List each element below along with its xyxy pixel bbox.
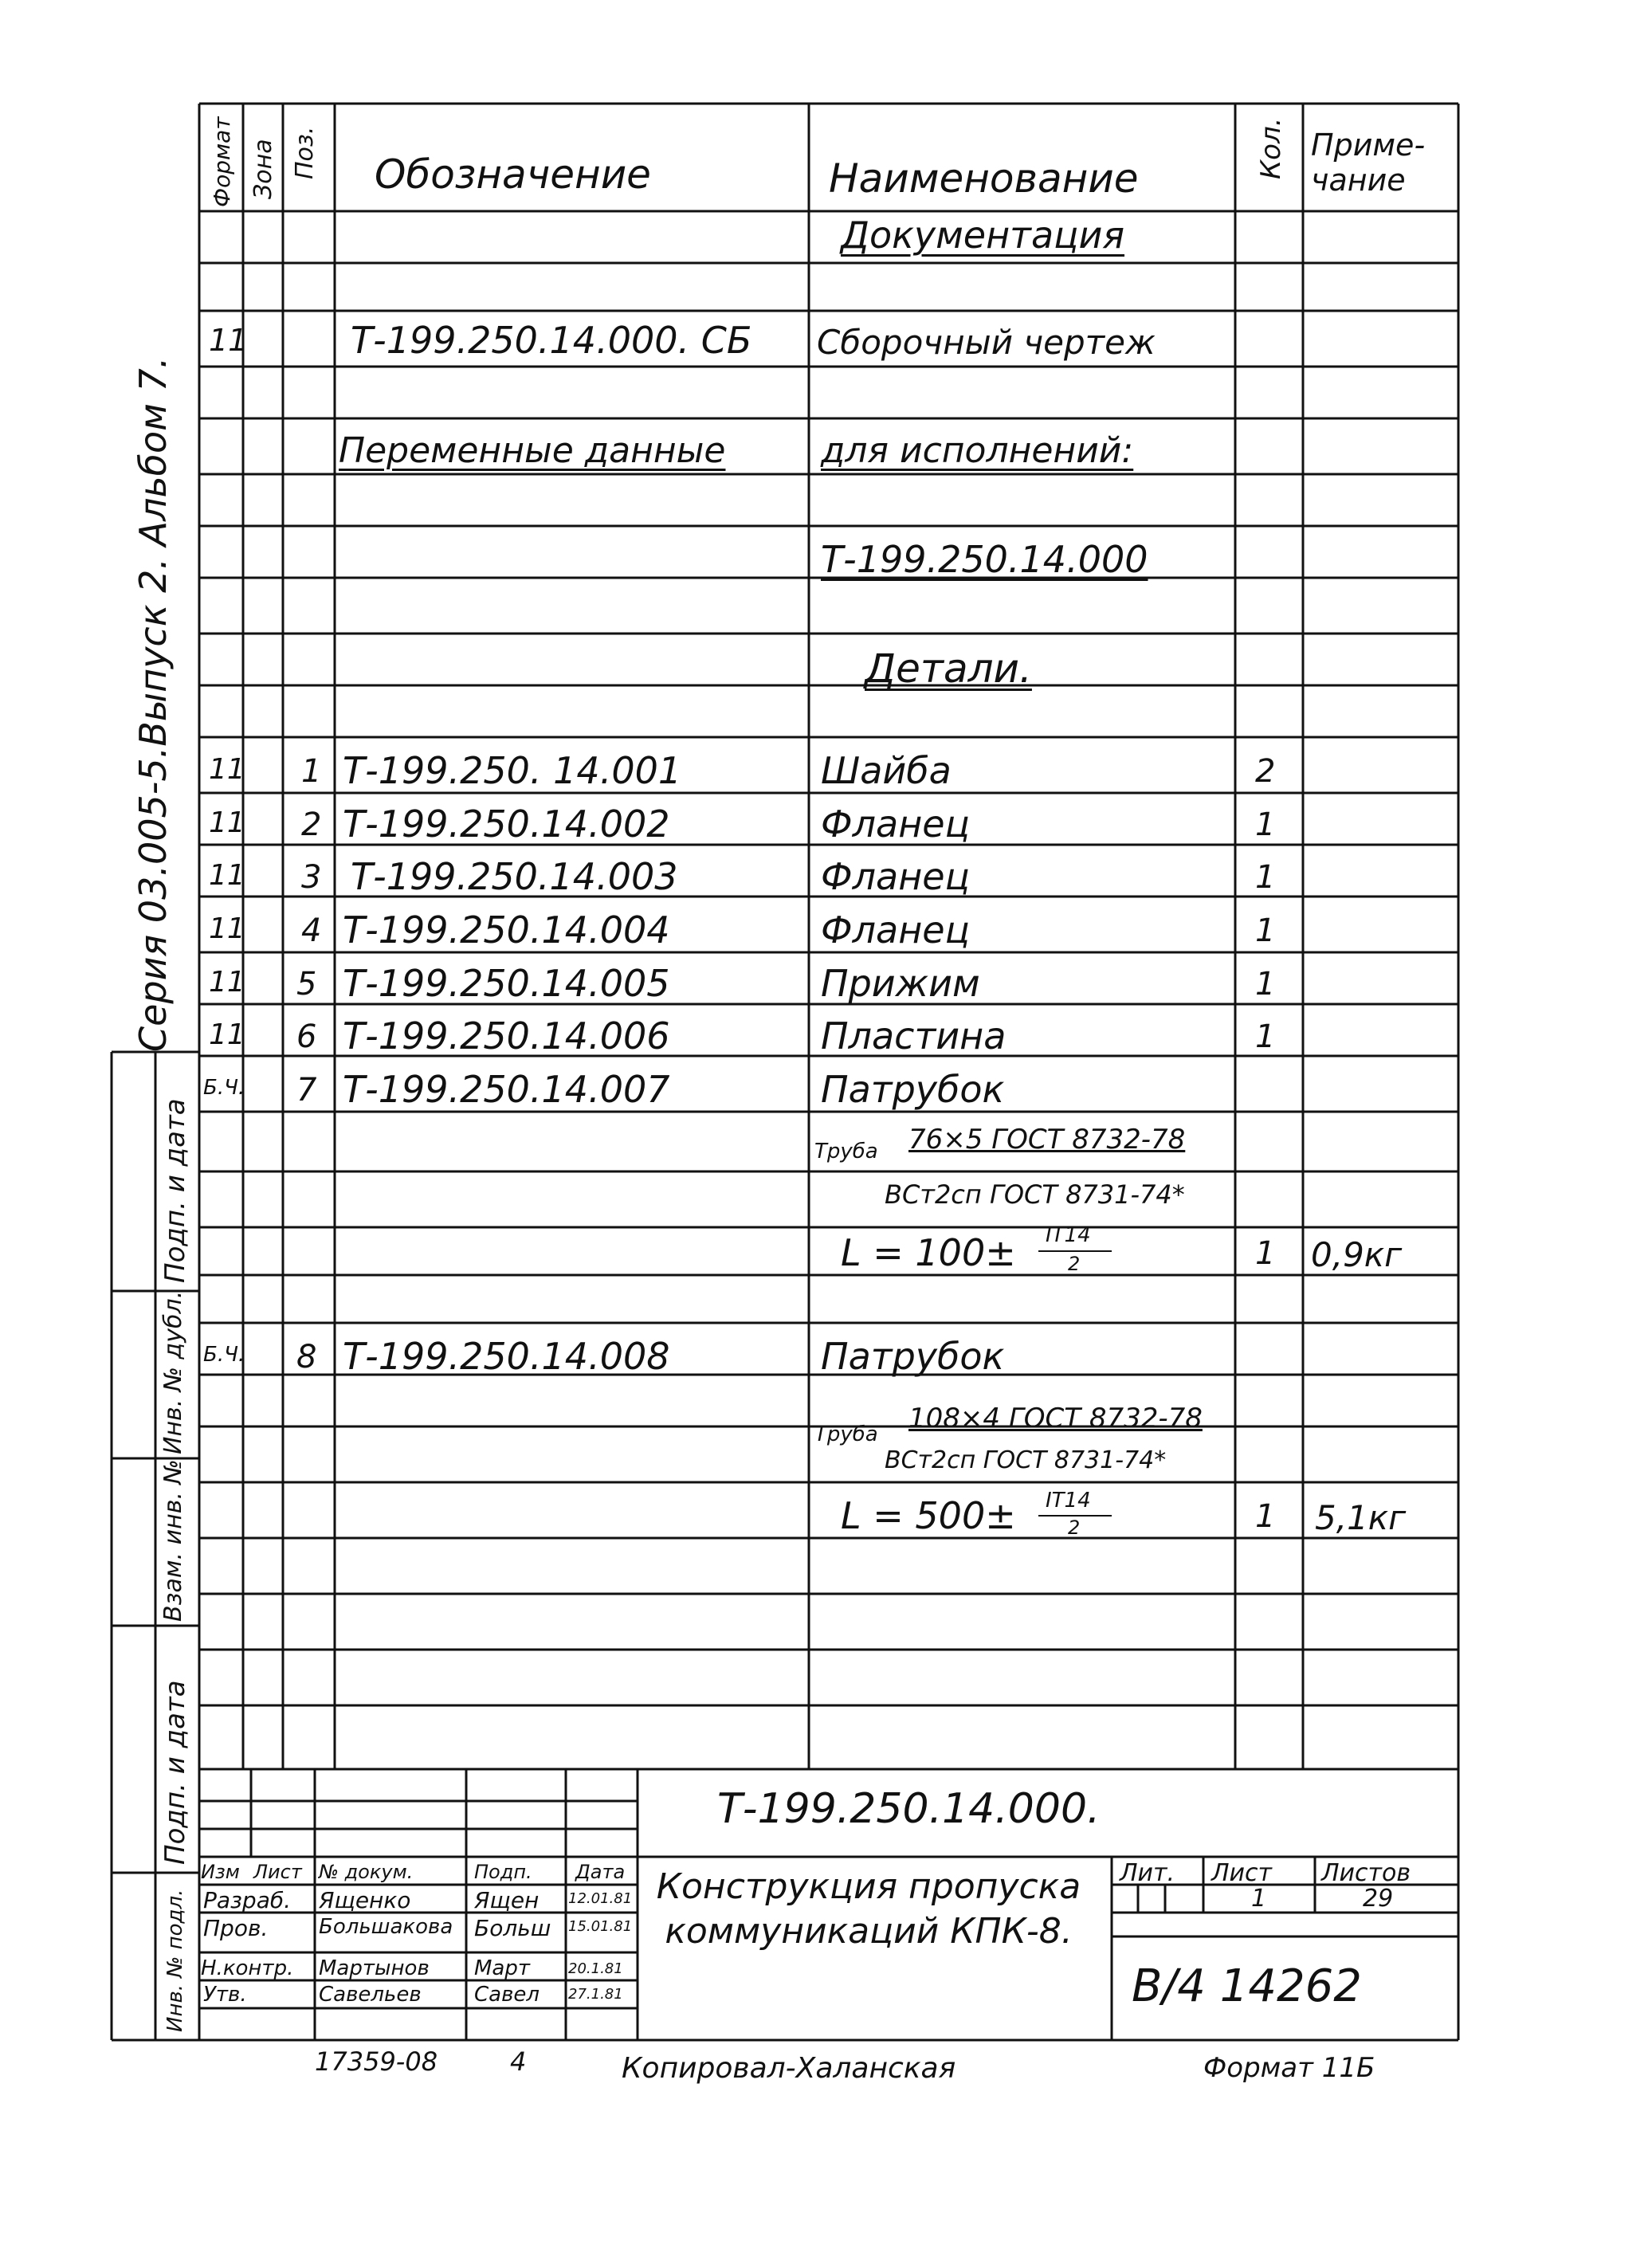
pipe2-top: 108×4 ГОСТ 8732-78 — [908, 1403, 1203, 1434]
row-3-format: 11 — [209, 859, 245, 892]
section-parts: Детали. — [865, 645, 1032, 692]
row-1-designation: Т-199.250. 14.001 — [343, 749, 682, 792]
section-variant: Т-199.250.14.000 — [821, 538, 1148, 581]
pipe2-qty: 1 — [1255, 1498, 1276, 1535]
row-5-pos: 5 — [296, 966, 317, 1003]
person-4-name: Мартынов — [319, 1956, 430, 1980]
person-5-date: 27.1.81 — [568, 1986, 623, 2003]
person-5-role: Утв. — [203, 1983, 247, 2007]
row-4-name: Фланец — [821, 908, 970, 952]
row-3-pos: 3 — [301, 859, 322, 896]
header-pos: Поз. — [291, 126, 319, 179]
section-variables-left: Переменные данные — [339, 430, 726, 471]
pipe2-frac-bottom: 2 — [1068, 1517, 1081, 1539]
pipe2-prefix: Труба — [814, 1422, 878, 1446]
row-7-name: Патрубок — [821, 1068, 1005, 1111]
product-name: Конструкция пропуска коммуникаций КПК-8. — [656, 1866, 1081, 1952]
header-designation: Обозначение — [375, 151, 651, 198]
row-7-designation: Т-199.250.14.007 — [343, 1068, 670, 1111]
col-doc: № докум. — [319, 1861, 414, 1883]
row-1-name: Шайба — [821, 749, 952, 792]
person-4-sign: Март — [474, 1956, 531, 1980]
row-5-name: Прижим — [821, 962, 980, 1005]
sheets-number: 29 — [1363, 1885, 1394, 1913]
row-7-pos: 7 — [296, 1072, 317, 1108]
row-6-designation: Т-199.250.14.006 — [343, 1014, 670, 1057]
row-2-designation: Т-199.250.14.002 — [343, 802, 670, 846]
pipe2-bottom: ВСт2сп ГОСТ 8731-74* — [885, 1446, 1167, 1474]
row-2-qty: 1 — [1255, 806, 1276, 843]
col-izm: Изм — [201, 1861, 240, 1883]
pipe1-bottom: ВСт2сп ГОСТ 8731-74* — [885, 1179, 1185, 1210]
row-2-name: Фланец — [821, 802, 970, 846]
stamp-sign-date-2: Подп. и дата — [159, 1680, 191, 1865]
col-date: Дата — [575, 1861, 626, 1883]
footer-copied: Копировал-Халанская — [622, 2052, 956, 2085]
assembly-name: Сборочный чертеж — [817, 323, 1156, 362]
sheet-label: Лист — [1211, 1859, 1273, 1887]
row-6-pos: 6 — [296, 1018, 317, 1055]
row-2-format: 11 — [209, 806, 245, 839]
sheets-label: Листов — [1321, 1859, 1411, 1887]
series-label: Серия 03.005-5.Выпуск 2. Альбом 7. — [131, 356, 175, 1052]
row-4-designation: Т-199.250.14.004 — [343, 908, 670, 952]
row-2-pos: 2 — [301, 806, 322, 843]
stamp-orig-inv: Инв. № подл. — [163, 1889, 187, 2032]
person-1-role: Разраб. — [203, 1887, 292, 1913]
doc-code: Т-199.250.14.000. — [717, 1785, 1101, 1833]
row-4-format: 11 — [209, 912, 245, 945]
row-5-designation: Т-199.250.14.005 — [343, 962, 670, 1005]
assembly-format: 11 — [209, 323, 248, 358]
pipe1-frac-top: IT14 — [1046, 1223, 1091, 1247]
stamp-dup-inv: Инв. № дубл. — [159, 1290, 187, 1454]
row-1-pos: 1 — [301, 753, 322, 790]
stamp-replace-inv: Взам. инв. № — [159, 1459, 187, 1622]
row-8-name: Патрубок — [821, 1335, 1005, 1378]
person-4-date: 20.1.81 — [568, 1960, 623, 1977]
pipe2-length: L = 500± — [841, 1494, 1016, 1537]
row-6-format: 11 — [209, 1018, 245, 1051]
col-list: Лист — [253, 1861, 302, 1883]
section-variables-right: для исполнений: — [821, 430, 1134, 471]
pipe1-qty: 1 — [1255, 1235, 1276, 1272]
pipe2-note: 5,1кг — [1315, 1498, 1407, 1537]
section-documentation: Документация — [841, 214, 1125, 257]
header-format: Формат — [209, 116, 235, 207]
row-8-designation: Т-199.250.14.008 — [343, 1335, 670, 1378]
pipe1-prefix: Труба — [814, 1140, 878, 1163]
pipe1-note: 0,9кг — [1311, 1235, 1403, 1274]
header-name: Наименование — [829, 155, 1139, 202]
footer-number: 17359-08 — [315, 2046, 438, 2077]
row-3-qty: 1 — [1255, 859, 1276, 896]
pipe1-length: L = 100± — [841, 1231, 1016, 1274]
row-7-format: Б.Ч. — [203, 1076, 245, 1100]
stamp-sign-date-1: Подп. и дата — [159, 1098, 191, 1283]
person-5-name: Савельев — [319, 1983, 422, 2007]
col-sign: Подп. — [474, 1861, 532, 1883]
person-1-name: Ященко — [319, 1887, 411, 1913]
row-4-pos: 4 — [301, 912, 322, 949]
row-8-format: Б.Ч. — [203, 1343, 245, 1367]
row-6-qty: 1 — [1255, 1018, 1276, 1055]
row-5-format: 11 — [209, 966, 245, 999]
row-6-name: Пластина — [821, 1014, 1007, 1057]
row-3-name: Фланец — [821, 855, 970, 898]
pipe2-frac-top: IT14 — [1046, 1489, 1091, 1513]
header-note-text: Приме-чание — [1311, 128, 1426, 198]
person-2-name: Большакова — [319, 1915, 453, 1939]
footer-format: Формат 11Б — [1203, 2052, 1375, 2084]
lit-label: Лит. — [1120, 1859, 1175, 1887]
row-3-designation: Т-199.250.14.003 — [351, 855, 678, 898]
person-5-sign: Савел — [474, 1983, 540, 2007]
row-1-format: 11 — [209, 753, 245, 786]
row-4-qty: 1 — [1255, 912, 1276, 949]
assembly-designation: Т-199.250.14.000. СБ — [351, 319, 752, 362]
person-1-date: 12.01.81 — [568, 1890, 633, 1907]
header-qty: Кол. — [1255, 117, 1287, 179]
pipe1-top: 76×5 ГОСТ 8732-78 — [908, 1124, 1186, 1156]
person-2-role: Пров. — [203, 1915, 269, 1941]
pipe1-frac-bottom: 2 — [1068, 1253, 1081, 1275]
header-note — [1311, 128, 1454, 198]
row-8-pos: 8 — [296, 1339, 317, 1375]
footer-page: 4 — [510, 2046, 527, 2077]
row-5-qty: 1 — [1255, 966, 1276, 1003]
person-4-role: Н.контр. — [201, 1956, 294, 1980]
person-1-sign: Ящен — [474, 1887, 540, 1913]
header-zone: Зона — [249, 139, 277, 199]
org-code: В/4 14262 — [1132, 1960, 1362, 2012]
person-2-date: 15.01.81 — [568, 1918, 633, 1935]
person-2-sign: Больш — [474, 1915, 551, 1941]
sheet-number: 1 — [1251, 1885, 1267, 1913]
row-1-qty: 2 — [1255, 753, 1276, 790]
